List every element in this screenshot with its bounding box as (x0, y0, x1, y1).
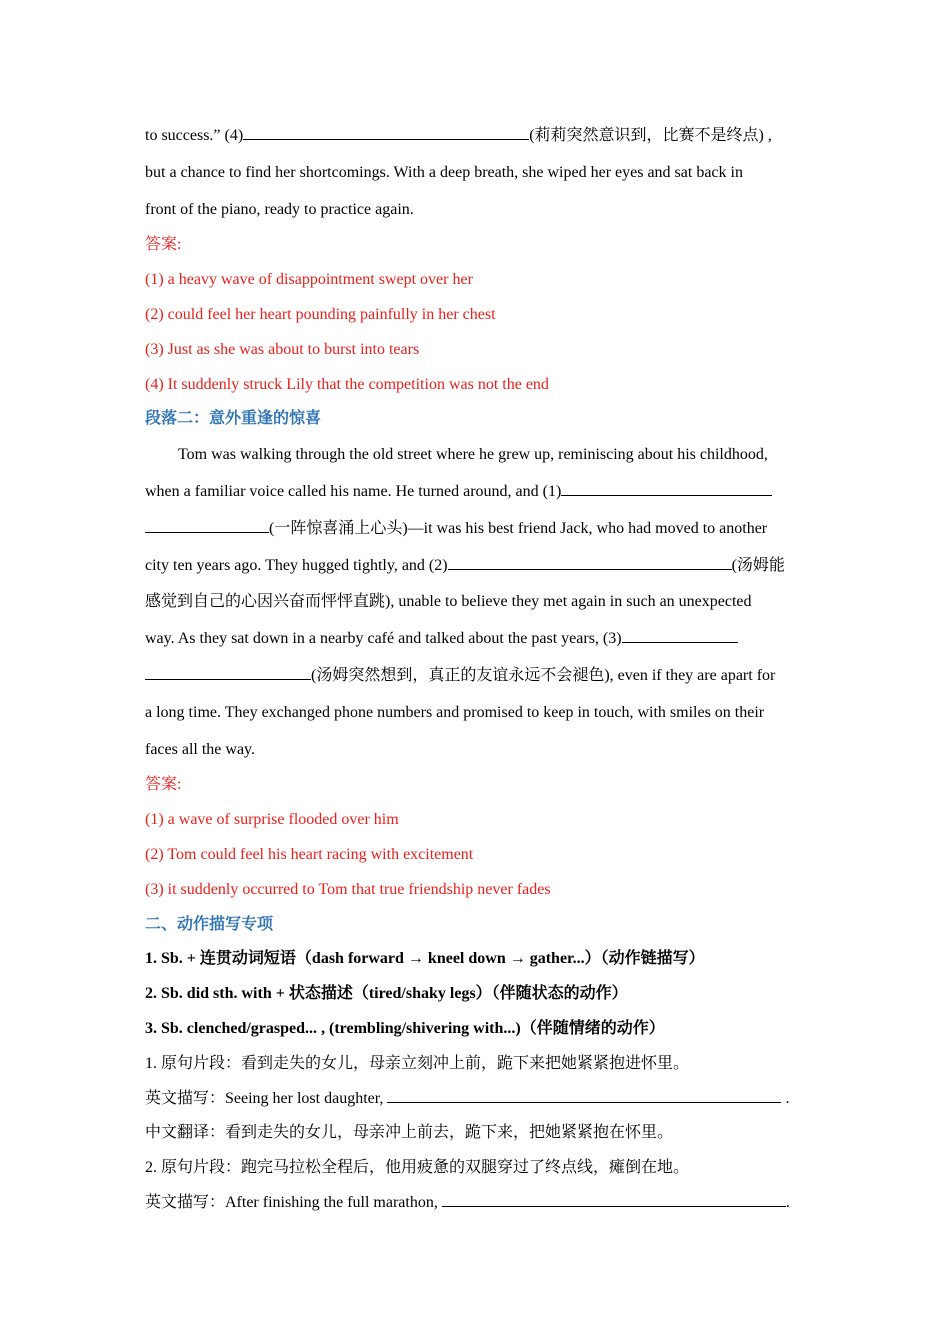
answer-blank-4[interactable] (243, 138, 529, 140)
answer1-2: (2) could feel her heart pounding painfully in her chest (145, 305, 496, 323)
para2-line-7 (145, 658, 810, 695)
para2-line-6 (145, 621, 810, 658)
para1-line-1 (145, 118, 810, 155)
para1-line-2: but a chance to find her shortcomings. With a deep breath, she wiped her eyes and sat back in (145, 163, 743, 181)
exercise-1-chinese: 中文翻译：看到走失的女儿，母亲冲上前去，跪下来，把她紧紧抱在怀里。 (145, 1124, 674, 1142)
answer-blank-2[interactable] (448, 568, 732, 570)
answers1-label: 答案: (145, 236, 182, 254)
section2-title: 段落二：意外重逢的惊喜 (145, 410, 322, 428)
pattern-2: 2. Sb. did sth. with + 状态描述（tired/shaky legs）（伴随状态的动作） (145, 985, 628, 1003)
para2-line-8: a long time. They exchanged phone numbers and promised to keep in touch, with smiles on their (145, 703, 765, 721)
text: city ten years ago. They hugged tightly, and (2) (145, 556, 448, 574)
answer1-1: (1) a heavy wave of disappointment swept over her (145, 271, 473, 289)
para2-line-1: Tom was walking through the old street where he grew up, reminiscing about his childhood, (178, 446, 768, 464)
exercise-2-blank[interactable] (442, 1205, 786, 1207)
text: (汤姆突然想到，真正的友谊永远不会褪色), even if they are apart for (311, 666, 776, 684)
answer1-4: (4) It suddenly struck Lily that the competition was not the end (145, 375, 549, 393)
text: 英文描写：After finishing the full marathon, (145, 1193, 442, 1211)
exercise-1-english (145, 1082, 810, 1117)
exercise-1-blank[interactable] (387, 1101, 781, 1103)
text: . (785, 1193, 790, 1211)
document-page (145, 118, 810, 1221)
answer2-1: (1) a wave of surprise flooded over him (145, 811, 399, 829)
para2-line-4 (145, 548, 810, 585)
exercise-2-source: 2. 原句片段：跑完马拉松全程后，他用疲惫的双腿穿过了终点线，瘫倒在地。 (145, 1159, 690, 1177)
para2-line-2 (145, 474, 810, 511)
text: 英文描写：Seeing her lost daughter, (145, 1089, 388, 1107)
answer-blank-3-cont[interactable] (145, 678, 311, 680)
text: (汤姆能 (731, 556, 785, 574)
text: (一阵惊喜涌上心头)—it was his best friend Jack, who had moved to another (269, 519, 768, 537)
section3-title: 二、动作描写专项 (145, 915, 274, 933)
answer-blank-1-cont[interactable] (145, 531, 269, 533)
answers2-label: 答案: (145, 776, 182, 794)
pattern-3: 3. Sb. clenched/grasped... , (trembling/shivering with...)（伴随情绪的动作） (145, 1019, 665, 1037)
answer1-3: (3) Just as she was about to burst into tears (145, 340, 420, 358)
text: (莉莉突然意识到，比赛不是终点) , (529, 127, 772, 144)
text: when a familiar voice called his name. He turned around, and (1) (145, 482, 562, 500)
pattern-1: 1. Sb. + 连贯动词短语（dash forward → kneel down → gather...）（动作链描写） (145, 950, 705, 968)
para2-line-9: faces all the way. (145, 740, 256, 758)
para2-line-5: 感觉到自己的心因兴奋而怦怦直跳), unable to believe they met again in such an unexpected (145, 593, 752, 611)
answer2-3: (3) it suddenly occurred to Tom that true friendship never fades (145, 880, 551, 898)
answer-blank-3[interactable] (622, 641, 738, 643)
answer-blank-1[interactable] (561, 494, 772, 496)
answer2-2: (2) Tom could feel his heart racing with excitement (145, 845, 474, 863)
text: . (781, 1089, 790, 1107)
text: to success.” (4) (145, 127, 244, 144)
text: way. As they sat down in a nearby café and talked about the past years, (3) (145, 630, 622, 648)
exercise-1-source: 1. 原句片段：看到走失的女儿，母亲立刻冲上前，跪下来把她紧紧抱进怀里。 (145, 1054, 690, 1072)
para2-line-3 (145, 511, 810, 548)
exercise-2-english (145, 1186, 810, 1221)
para1-line-3: front of the piano, ready to practice again. (145, 200, 414, 218)
